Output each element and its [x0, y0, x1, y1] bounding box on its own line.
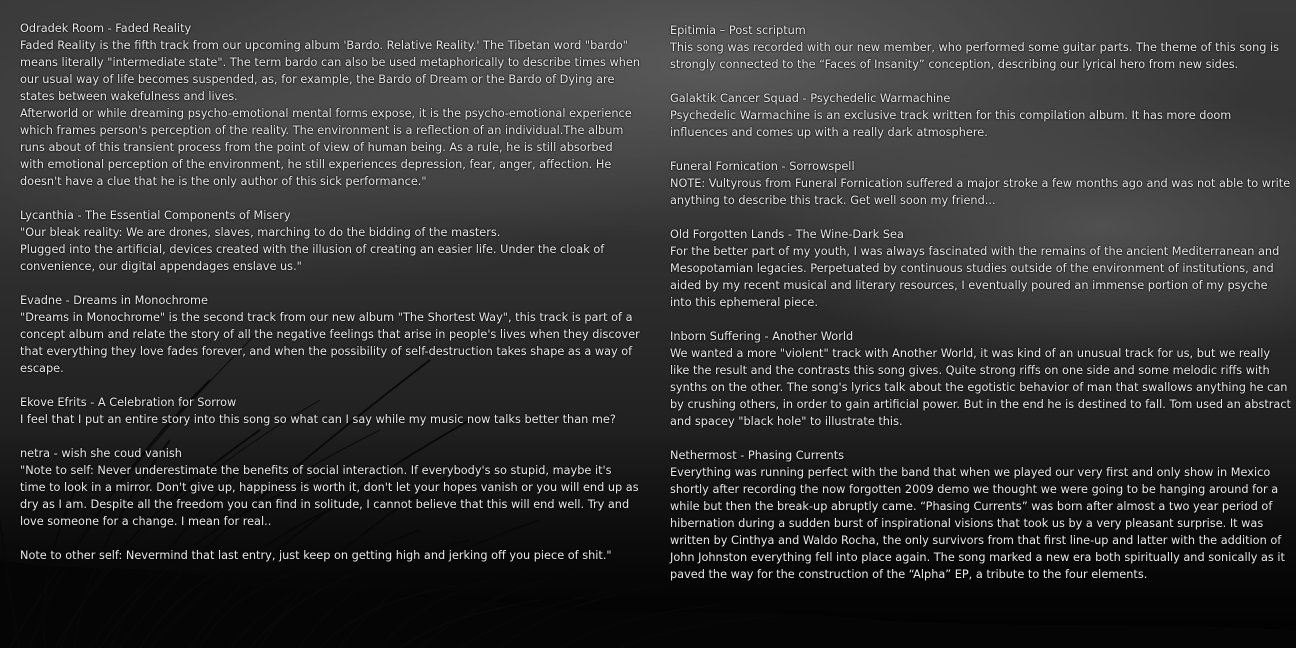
left-column	[20, 20, 640, 581]
track-entry	[670, 90, 1292, 141]
track-description: "Dreams in Monochrome" is the second track from our new album "The Shortest Way", this track is part of a concept album and relate the story of all the negative feelings that arise in people's lives when they discover that everything they love fades forever, and when the possibility of self-destruction takes shape as a way of escape.	[20, 311, 640, 375]
track-description: We wanted a more "violent" track with Another World, it was kind of an unusual track for us, but we really like the result and the contrasts this song gives. Quite strong riffs on one side and some melodic riffs with synths on the other. The song's lyrics talk about the egotistic behavior of man that swallows anything he can by crushing others, in order to gain artificial power. But in the end he is destined to fall. Tom used an abstract and spacey "black hole" to illustrate this.	[670, 347, 1291, 428]
right-column	[670, 22, 1292, 600]
track-entry	[670, 158, 1292, 209]
track-entry	[20, 207, 640, 275]
track-entry	[670, 22, 1292, 73]
track-title: Lycanthia - The Essential Components of Misery	[20, 209, 291, 222]
track-title: Inborn Suffering - Another World	[670, 330, 854, 343]
track-title: Ekove Efrits - A Celebration for Sorrow	[20, 396, 237, 409]
track-title: Odradek Room - Faded Reality	[20, 22, 192, 35]
track-title: Evadne - Dreams in Monochrome	[20, 294, 208, 307]
track-description: This song was recorded with our new member, who performed some guitar parts. The theme of this song is strongly connected to the “Faces of Insanity” conception, describing our lyrical hero from new sides.	[670, 41, 1280, 71]
track-entry	[670, 226, 1292, 311]
track-title: Old Forgotten Lands - The Wine-Dark Sea	[670, 228, 904, 241]
track-entry	[670, 328, 1292, 430]
track-entry	[20, 292, 640, 377]
track-entry	[20, 20, 640, 190]
track-description: "Our bleak reality: We are drones, slaves, marching to do the bidding of the masters. Plugged into the artificial, devices created with the illusion of creating an easier life. Under the cloak of convenience, our digital appendages enslave us."	[20, 226, 605, 273]
track-title: Epitimia – Post scriptum	[670, 24, 806, 37]
track-description: NOTE: Vultyrous from Funeral Fornication suffered a major stroke a few months ago and was not able to write anything to describe this track. Get well soon my friend...	[670, 177, 1291, 207]
track-description: For the better part of my youth, I was always fascinated with the remains of the ancient Mediterranean and Mesopotamian legacies. Perpetuated by continuous studies outside of the environment of institutions, and aided by my recent musical and literary resources, I eventually poured an immense portion of my psyche into this ephemeral piece.	[670, 245, 1280, 309]
track-entry	[20, 445, 640, 564]
track-title: Galaktik Cancer Squad - Psychedelic Warmachine	[670, 92, 951, 105]
track-title: netra - wish she coud vanish	[20, 447, 182, 460]
track-description: Everything was running perfect with the band that when we played our very first and only show in Mexico shortly after recording the now forgotten 2009 demo we thought we were going to be hanging around for a while but then the break-up abruptly came. “Phasing Currents” was born after almost a two year period of hibernation during a sudden burst of inspirational visions that took us by a very pleasant surprise. It was written by Cinthya and Waldo Rocha, the only survivors from that first line-up and latter with the addition of John Johnston everything fell into place again. The song marked a new era both spiritually and sonically as it paved the way for the construction of the “Alpha” EP, a tribute to the four elements.	[670, 466, 1285, 581]
track-description: I feel that I put an entire story into this song so what can I say while my music now talks better than me?	[20, 413, 616, 426]
track-description: Faded Reality is the fifth track from our upcoming album 'Bardo. Relative Reality.' The Tibetan word "bardo" means literally "intermediate state". The term bardo can also be used metaphorically to describe times when our usual way of life becomes suspended, as, for example, the Bardo of Dream or the Bardo of Dying are states between wakefulness and lives. Afterworld or while dreaming psycho-emotional mental forms expose, it is the psycho-emotional experience which frames person's perception of the reality. The environment is a reflection of an individual.The album runs about of this transient process from the point of view of human being. As a rule, he is still absorbed with emotional perception of the environment, he still experiences depression, fear, anger, affection. He doesn't have a clue that he is the only author of this sick performance."	[20, 39, 640, 188]
track-title: Funeral Fornication - Sorrowspell	[670, 160, 855, 173]
track-title: Nethermost - Phasing Currents	[670, 449, 845, 462]
track-entry	[20, 394, 640, 428]
track-description: Psychedelic Warmachine is an exclusive track written for this compilation album. It has more doom influences and comes up with a really dark atmosphere.	[670, 109, 1232, 139]
track-entry	[670, 447, 1292, 583]
track-description: "Note to self: Never underestimate the benefits of social interaction. If everybody's so stupid, maybe it's time to look in a mirror. Don't give up, happiness is worth it, don't let your hopes vanish or you will end up as dry as I am. Despite all the freedom you can find in solitude, I cannot believe that this will end well. Try and love someone for a change. I mean for real.. Note to other self: Nevermind that last entry, just keep on getting high and jerking off you piece of shit."	[20, 464, 639, 562]
